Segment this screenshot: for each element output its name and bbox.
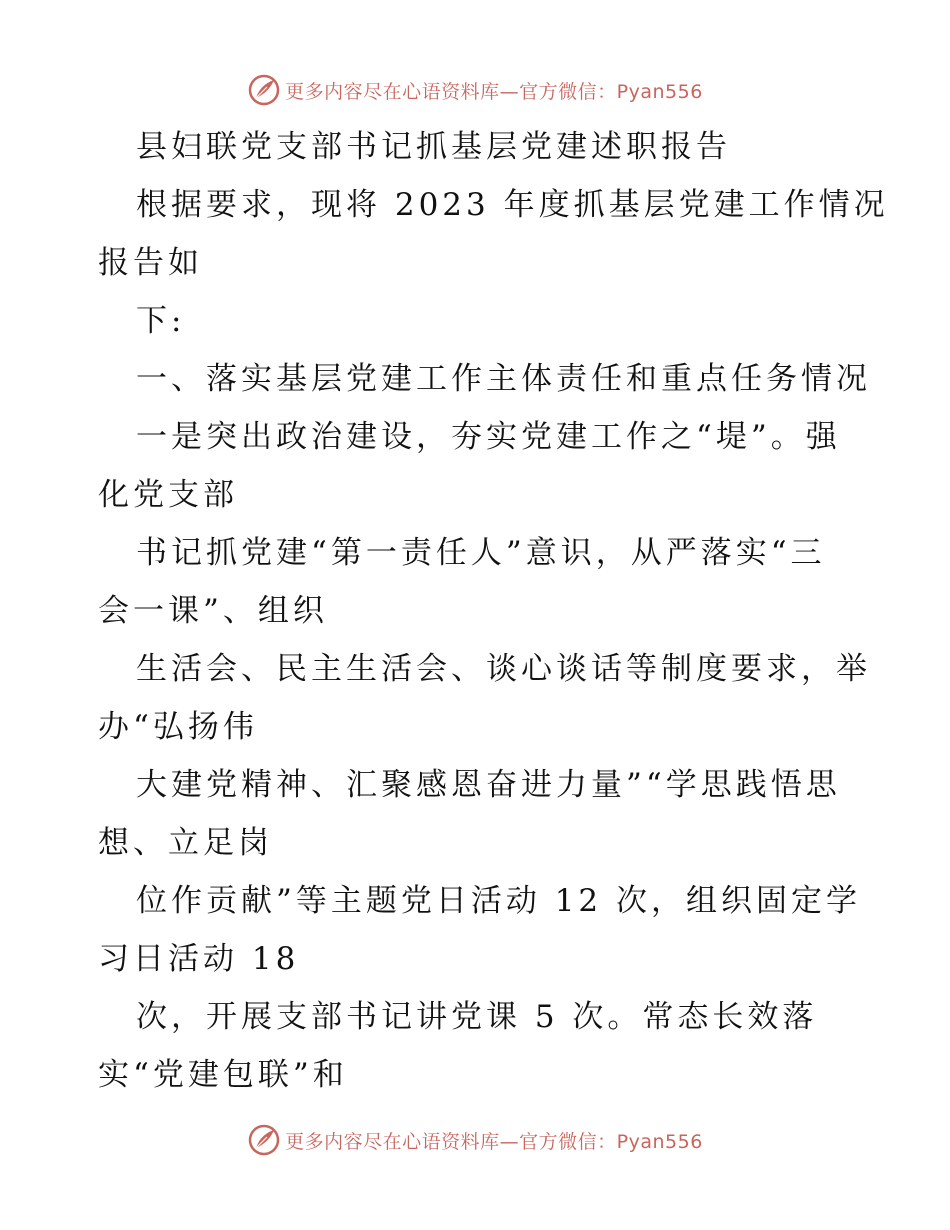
watermark-text-top: 更多内容尽在心语资料库—官方微信：Pyan556 [285,80,703,103]
doc-line: 生活会、民主生活会、谈心谈话等制度要求，举 [136,651,871,687]
doc-line: 会一课”、组织 [98,593,328,629]
doc-line: 想、立足岗 [98,825,273,861]
doc-line: 大建党精神、汇聚感恩奋进力量”“学思践悟思 [136,767,841,803]
doc-line: 报告如 [98,245,203,281]
doc-line: 根据要求，现将 2023 年度抓基层党建工作情况 [136,187,889,223]
watermark-banner-top [0,70,950,110]
doc-line: 一是突出政治建设，夯实党建工作之“堤”。强 [136,419,841,455]
document-body [98,118,889,1104]
doc-line: 次，开展支部书记讲党课 5 次。常态长效落 [136,999,818,1035]
feather-pen-logo-icon [247,73,281,107]
watermark-text-bottom: 更多内容尽在心语资料库—官方微信：Pyan556 [285,1130,703,1153]
doc-line: 办“弘扬伟 [98,709,258,745]
watermark-banner-bottom [0,1120,950,1160]
doc-section-heading: 一、落实基层党建工作主体责任和重点任务情况 [136,361,871,397]
doc-title: 县妇联党支部书记抓基层党建述职报告 [136,129,731,165]
doc-line: 习日活动 18 [98,941,300,977]
doc-line: 实“党建包联”和 [98,1057,348,1093]
feather-pen-logo-icon [247,1123,281,1157]
doc-line: 书记抓党建“第一责任人”意识，从严落实“三 [136,535,826,571]
doc-line: 下: [136,303,186,339]
doc-line: 位作贡献”等主题党日活动 12 次，组织固定学 [136,883,862,919]
doc-line: 化党支部 [98,477,238,513]
